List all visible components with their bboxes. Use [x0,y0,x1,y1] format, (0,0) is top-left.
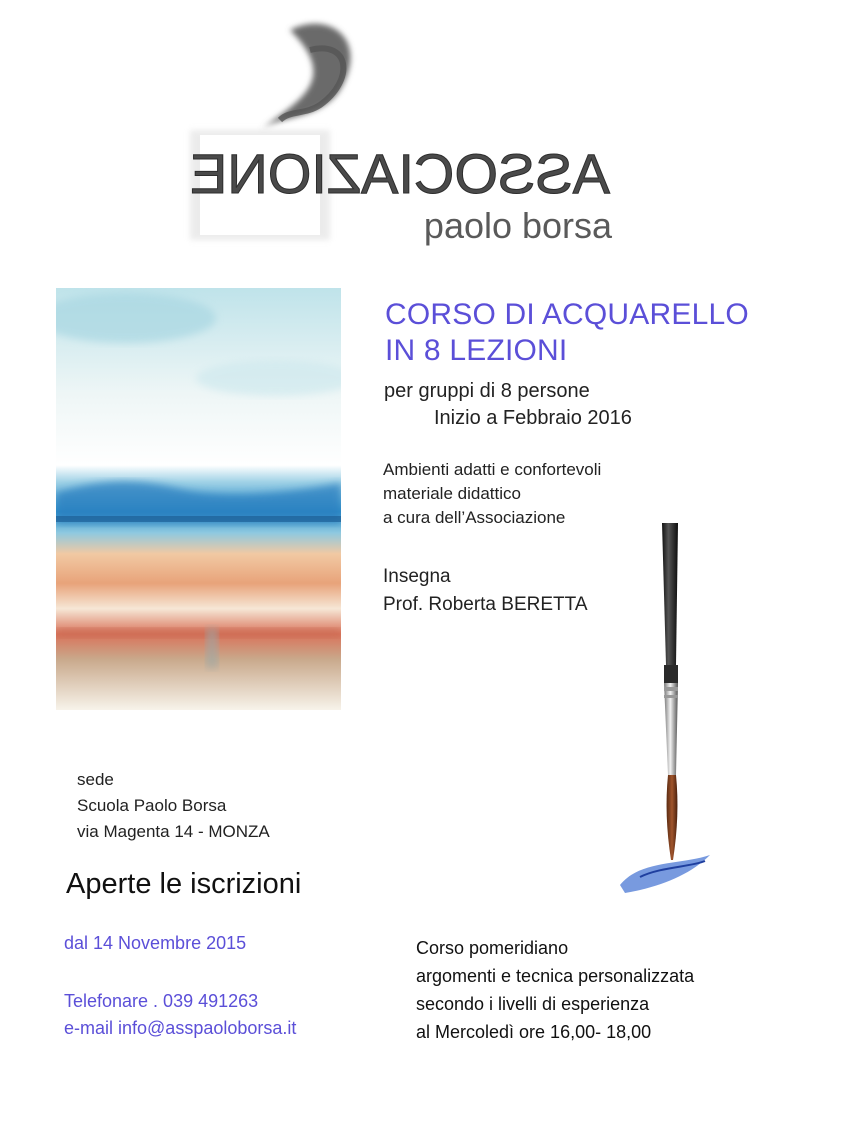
course-title [385,297,749,369]
paintbrush-icon [600,515,730,905]
watercolor-painting [56,288,341,710]
schedule-line: secondo i livelli di esperienza [416,994,650,1014]
course-start: Inizio a Febbraio 2016 [434,407,632,429]
teacher-label: Insegna [383,566,451,587]
feature-item: Ambienti adatti e confortevoli [383,460,602,479]
venue-school: Scuola Paolo Borsa [77,796,227,815]
schedule-block [416,934,694,1046]
feature-item: a cura dell’Associazione [383,508,566,527]
schedule-line: al Mercoledì ore 16,00- 18,00 [416,1022,652,1042]
schedule-line: Corso pomeridiano [416,938,569,958]
registration-date: dal 14 Novembre 2015 [64,933,247,953]
logo-subtitle: paolo borsa [423,205,613,246]
course-title-line2: IN 8 LEZIONI [385,334,568,367]
course-title-line1: CORSO DI ACQUARELLO [385,298,749,331]
teacher-block [383,563,588,619]
registration-headline: Aperte le iscrizioni [66,868,302,900]
association-logo [140,10,660,260]
venue-address: via Magenta 14 - MONZA [77,822,270,841]
registration-email: e-mail info@asspaoloborsa.it [64,1018,297,1038]
venue-label: sede [77,770,114,789]
registration-phone: Telefonare . 039 491263 [64,991,259,1011]
features-list [383,458,601,530]
logo-wordmark: ASSOCIAZIONE [189,142,611,205]
feature-item: materiale didattico [383,484,521,503]
schedule-line: argomenti e tecnica personalizzata [416,966,695,986]
teacher-name: Prof. Roberta BERETTA [383,594,588,615]
course-groups: per gruppi di 8 persone [384,380,590,402]
venue-block [77,767,270,845]
